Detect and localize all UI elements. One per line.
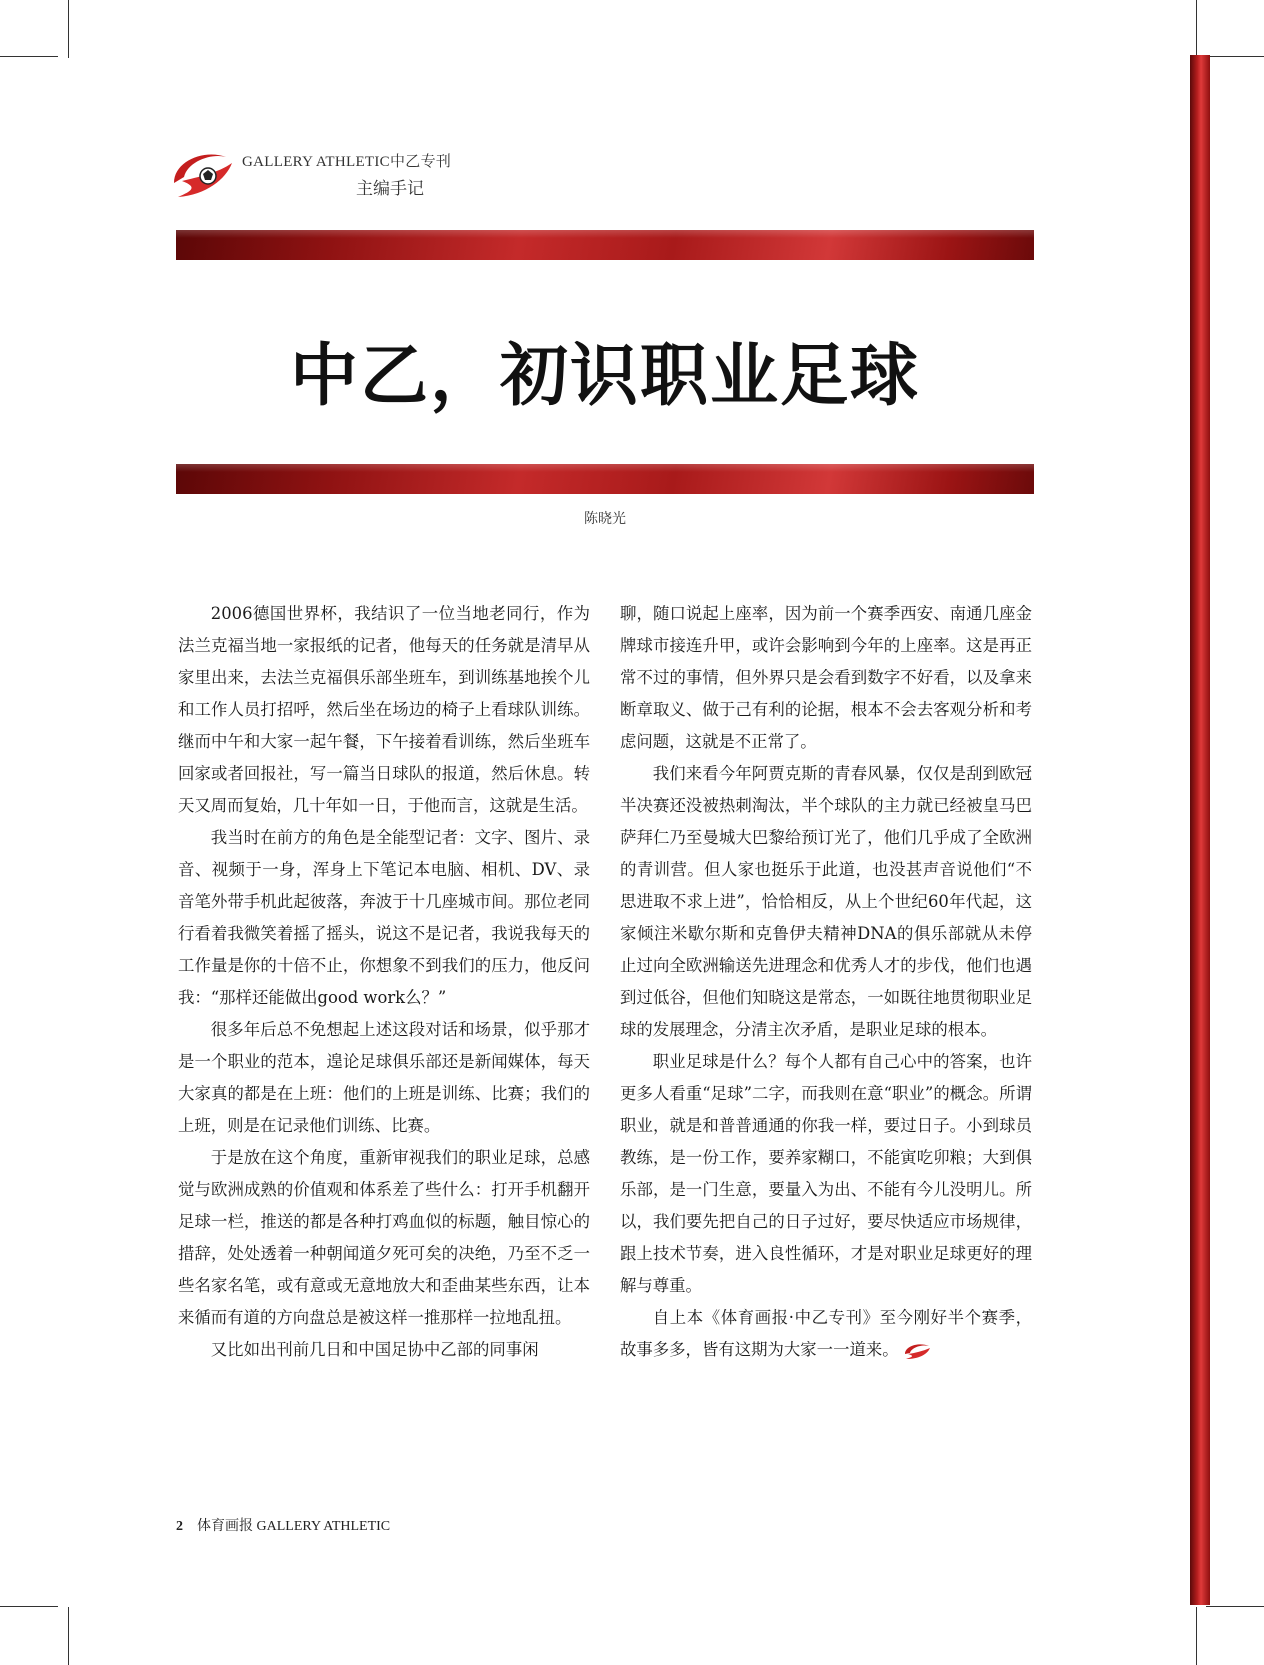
- crop-mark: [1196, 0, 1197, 58]
- paragraph: 很多年后总不免想起上述这段对话和场景，似乎那才是一个职业的范本，遑论足球俱乐部还是新闻媒体，每天大家真的都是在上班：他们的上班是训练、比赛；我们的上班，则是在记录他们训练、比赛。: [178, 1020, 590, 1135]
- paragraph: 我们来看今年阿贾克斯的青春风暴，仅仅是刮到欧冠半决赛还没被热刺淘汰，半个球队的主力就已经被皇马巴萨拜仁乃至曼城大巴黎给预订光了，他们几乎成了全欧洲的青训营。但人家也挺乐于此道，也没甚声音说他们“不思进取不求上进”，恰恰相反，从上个世纪60年代起，这家倾注米歇尔斯和克鲁伊夫精神DNA的俱乐部就从未停止过向全欧洲输送先进理念和优秀人才的步伐，他们也遇到过低谷，但他们知晓这是常态，一如既往地贯彻职业足球的发展理念，分清主次矛盾，是职业足球的根本。: [620, 764, 1032, 1039]
- section-label: 主编手记: [356, 179, 424, 199]
- crop-mark: [0, 56, 58, 57]
- paragraph: 我当时在前方的角色是全能型记者：文字、图片、录音、视频于一身，浑身上下笔记本电脑、相机、DV、录音笔外带手机此起彼落，奔波于十几座城市间。那位老同行看着我微笑着摇了摇头，说这不是记者，我说我每天的工作量是你的十倍不止，你想象不到我们的压力，他反问我：“那样还能做出good work么？”: [178, 828, 590, 1007]
- body-column-right: [620, 598, 1032, 1478]
- crop-mark: [68, 0, 69, 58]
- crop-mark: [1206, 56, 1264, 57]
- paragraph: 2006德国世界杯，我结识了一位当地老同行，作为法兰克福当地一家报纸的记者，他每天的任务就是清早从家里出来，去法兰克福俱乐部坐班车，到训练基地挨个儿和工作人员打招呼，然后坐在场边的椅子上看球队训练。继而中午和大家一起午餐，下午接着看训练，然后坐班车回家或者回报社，写一篇当日球队的报道，然后休息。转天又周而复始，几十年如一日，于他而言，这就是生活。: [178, 604, 590, 815]
- paragraph: 于是放在这个角度，重新审视我们的职业足球，总感觉与欧洲成熟的价值观和体系差了些什么：打开手机翻开足球一栏，推送的都是各种打鸡血似的标题，触目惊心的措辞，处处透着一种朝闻道夕死可矣的决绝，乃至不乏一些名家名笔，或有意或无意地放大和歪曲某些东西，让本来循而有道的方向盘总是被这样一推那样一拉地乱扭。: [178, 1148, 590, 1327]
- header-brand: GALLERY ATHLETIC中乙专刊: [242, 154, 452, 170]
- paragraph-continued: 聊，随口说起上座率，因为前一个赛季西安、南通几座金牌球市接连升甲，或许会影响到今年的上座率。这是再正常不过的事情，但外界只是会看到数字不好看，以及拿来断章取义、做于己有利的论据，根本不会去客观分析和考虑问题，这就是不正常了。: [620, 604, 1032, 751]
- body-column-left: [178, 598, 590, 1478]
- title-band-top: [176, 230, 1034, 260]
- title-band-bottom: [176, 464, 1034, 494]
- paragraph-final: [620, 1302, 1032, 1366]
- page-number: 2: [176, 1519, 183, 1534]
- paragraph: 职业足球是什么？每个人都有自己心中的答案，也许更多人看重“足球”二字，而我则在意“职业”的概念。所谓职业，就是和普普通通的你我一样，要过日子。小到球员教练，是一份工作，要养家糊口，不能寅吃卯粮；大到俱乐部，是一门生意，要量入为出、不能有今儿没明儿。所以，我们要先把自己的日子过好，要尽快适应市场规律，跟上技术节奏，进入良性循环，才是对职业足球更好的理解与尊重。: [620, 1052, 1032, 1295]
- crop-mark: [1206, 1606, 1264, 1607]
- article-author: 陈晓光: [584, 511, 626, 527]
- page-edge-stripe: [1190, 55, 1210, 1605]
- crop-mark: [1196, 1607, 1197, 1665]
- page-footer: [176, 1515, 390, 1535]
- article-title: 中乙，初识职业足球: [289, 337, 920, 416]
- final-paragraph-text: 自上本《体育画报·中乙专刊》至今刚好半个赛季，故事多多，皆有这期为大家一一道来。: [620, 1308, 1032, 1359]
- footer-magazine-name: 体育画报 GALLERY ATHLETIC: [197, 1519, 391, 1534]
- crop-mark: [68, 1607, 69, 1665]
- crop-mark: [0, 1606, 58, 1607]
- end-mark-icon: [903, 1342, 931, 1360]
- paragraph: 又比如出刊前几日和中国足协中乙部的同事闲: [210, 1340, 539, 1359]
- magazine-logo-icon: [168, 143, 238, 201]
